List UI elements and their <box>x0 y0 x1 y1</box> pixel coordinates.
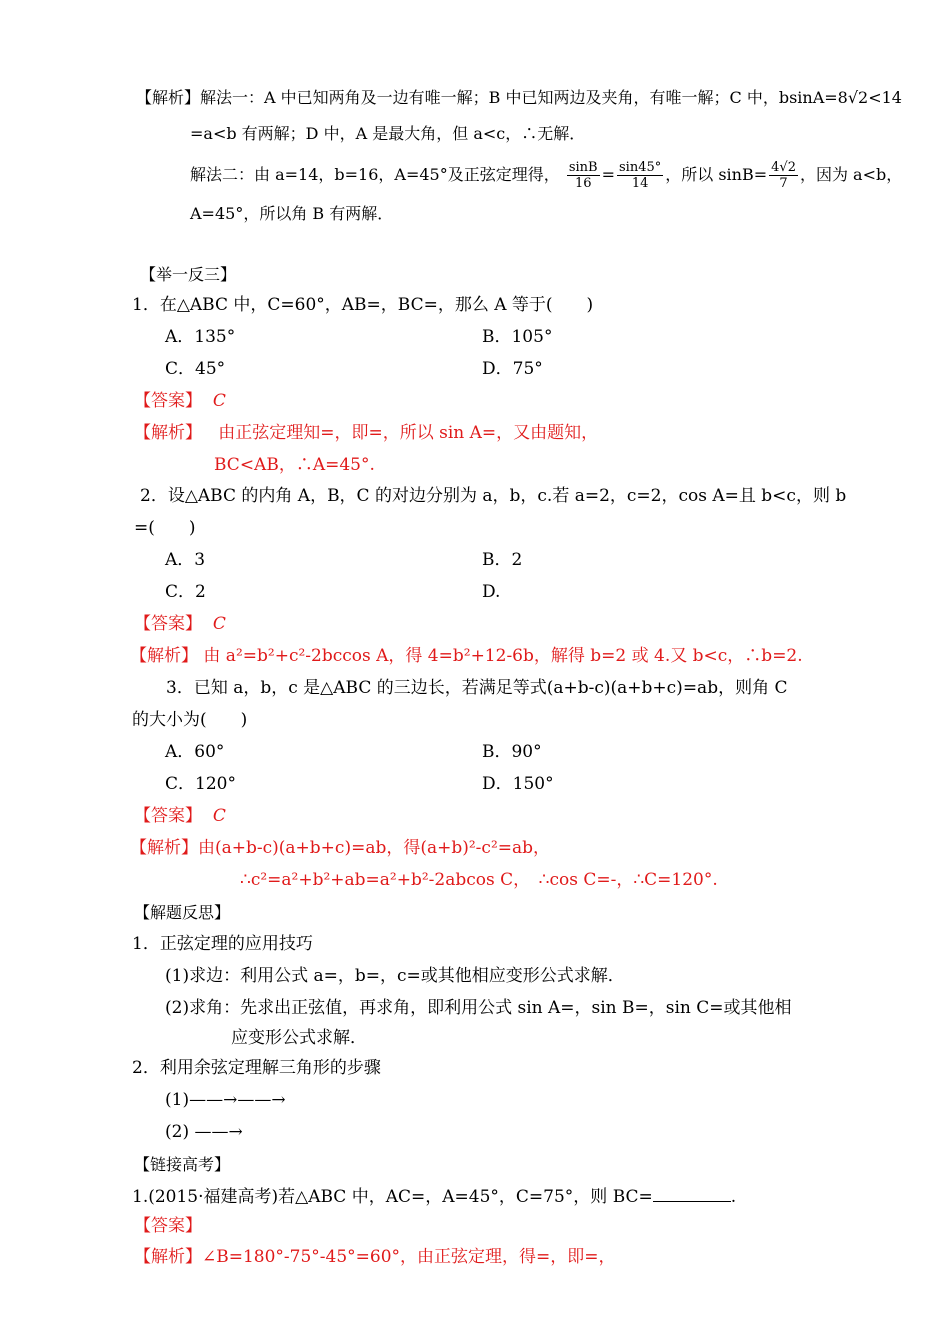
intro-line-2: =a<b 有两解；D 中，A 是最大角，但 a<c，∴无解． <box>190 124 586 143</box>
analysis-tag: 【解析】 <box>134 423 202 443</box>
question-3-line-2: 的大小为( ) <box>132 710 248 730</box>
exam-question-end: . <box>730 1187 737 1207</box>
fraction-4root2-7: $\frac{4√2}{7}$ <box>771 160 796 191</box>
intro-text-3b: ，所以 sinB= <box>665 165 768 184</box>
intro-tag: 【解析】 <box>136 88 201 107</box>
exam-question <box>132 1185 736 1208</box>
answer-tag: 【答案】 <box>134 806 202 826</box>
analysis-text: 由 a²=b²+c²-2bccos A，得 4=b²+12-6b，解得 b=2 或 4.又 b<c，∴b=2. <box>203 646 803 666</box>
q3-option-b: B．90° <box>482 742 542 762</box>
q2-option-d: D. <box>482 582 501 602</box>
analysis-text: 由(a+b-c)(a+b+c)=ab，得(a+b)²-c²=ab， <box>198 838 551 858</box>
analysis-text: 由正弦定理知=，即=，所以 sin A=，又由题知， <box>218 423 599 443</box>
section-heading-practice: 【举一反三】 <box>140 265 237 284</box>
reflection-point-1-2b: 应变形公式求解． <box>231 1028 367 1048</box>
intro-text-3c: ，因为 a<b， <box>799 165 903 184</box>
question-1: 1．在△ABC 中，C=60°，AB=，BC=，那么 A 等于( ) <box>132 295 594 315</box>
exam-question-text: 1.(2015·福建高考)若△ABC 中，AC=，A=45°，C=75°，则 BC= <box>132 1187 653 1207</box>
q1-analysis-2: BC<AB，∴A=45°. <box>214 455 375 475</box>
reflection-point-1-1: (1)求边：利用公式 a=，b=，c=或其他相应变形公式求解． <box>165 966 625 986</box>
answer-value: C <box>212 614 226 634</box>
q3-option-c: C．120° <box>165 774 236 794</box>
answer-blank <box>653 1185 731 1202</box>
reflection-point-2-2: (2) ——→ <box>165 1122 243 1142</box>
analysis-tag: 【解析】 <box>130 838 198 858</box>
reflection-point-2-1: (1)——→——→ <box>165 1090 286 1110</box>
reflection-point-2: 2．利用余弦定理解三角形的步骤 <box>132 1058 381 1078</box>
q2-option-c: C．2 <box>165 582 206 602</box>
q3-answer <box>134 805 226 827</box>
q1-option-b: B．105° <box>482 327 553 347</box>
fraction-sin45-14: $\frac{\sin 45^\circ}{14}$ <box>619 160 662 191</box>
q3-analysis-1 <box>130 837 550 859</box>
answer-value: C <box>212 806 226 826</box>
fraction-sinB-16: $\frac{\sin B}{16}$ <box>568 160 598 191</box>
intro-line-4: A=45°，所以角 B 有两解． <box>190 204 394 223</box>
q3-analysis-2: ∴c²=a²+b²+ab=a²+b²-2abcos C， ∴cos C=-，∴C=120°. <box>240 870 718 890</box>
question-2-line-1: 2．设△ABC 的内角 A，B，C 的对边分别为 a，b，c.若 a=2，c=2，cos A=且 b<c，则 b <box>140 486 847 506</box>
q3-option-a: A．60° <box>165 742 225 762</box>
intro-text-3a: 解法二：由 a=14，b=16，A=45°及正弦定理得， <box>190 165 560 184</box>
q2-analysis <box>130 645 803 667</box>
question-2-line-2: =( ) <box>134 518 196 538</box>
answer-tag: 【答案】 <box>134 391 202 411</box>
section-heading-reflection: 【解题反思】 <box>134 903 231 922</box>
equals-sign: = <box>601 165 615 184</box>
reflection-point-1: 1．正弦定理的应用技巧 <box>132 934 313 954</box>
intro-line-3 <box>190 160 902 191</box>
intro-text-1: 解法一：A 中已知两角及一边有唯一解；B 中已知两边及夹角，有唯一解；C 中，bsinA=8√2<14 <box>200 88 902 107</box>
answer-tag: 【答案】 <box>134 614 202 634</box>
q2-option-a: A．3 <box>165 550 206 570</box>
q1-option-d: D．75° <box>482 359 543 379</box>
reflection-point-1-2a: (2)求角：先求出正弦值，再求角，即利用公式 sin A=，sin B=，sin C=或其他相 <box>165 998 792 1018</box>
intro-line-1 <box>136 87 902 109</box>
question-3-line-1: 3．已知 a，b，c 是△ABC 的三边长，若满足等式(a+b-c)(a+b+c)=ab，则角 C <box>166 678 788 698</box>
analysis-text: ∠B=180°-75°-45°=60°，由正弦定理，得=，即=， <box>202 1247 616 1267</box>
q2-option-b: B．2 <box>482 550 523 570</box>
analysis-tag: 【解析】 <box>130 646 198 666</box>
q1-answer <box>134 390 226 412</box>
exam-answer: 【答案】 <box>134 1216 202 1236</box>
q1-option-a: A．135° <box>165 327 236 347</box>
q1-analysis-1 <box>134 422 598 444</box>
q2-answer <box>134 613 226 635</box>
answer-value: C <box>212 391 226 411</box>
q3-option-d: D．150° <box>482 774 554 794</box>
section-heading-exam: 【链接高考】 <box>134 1155 231 1174</box>
q1-option-c: C．45° <box>165 359 226 379</box>
analysis-tag: 【解析】 <box>134 1247 202 1267</box>
exam-analysis <box>134 1246 616 1268</box>
